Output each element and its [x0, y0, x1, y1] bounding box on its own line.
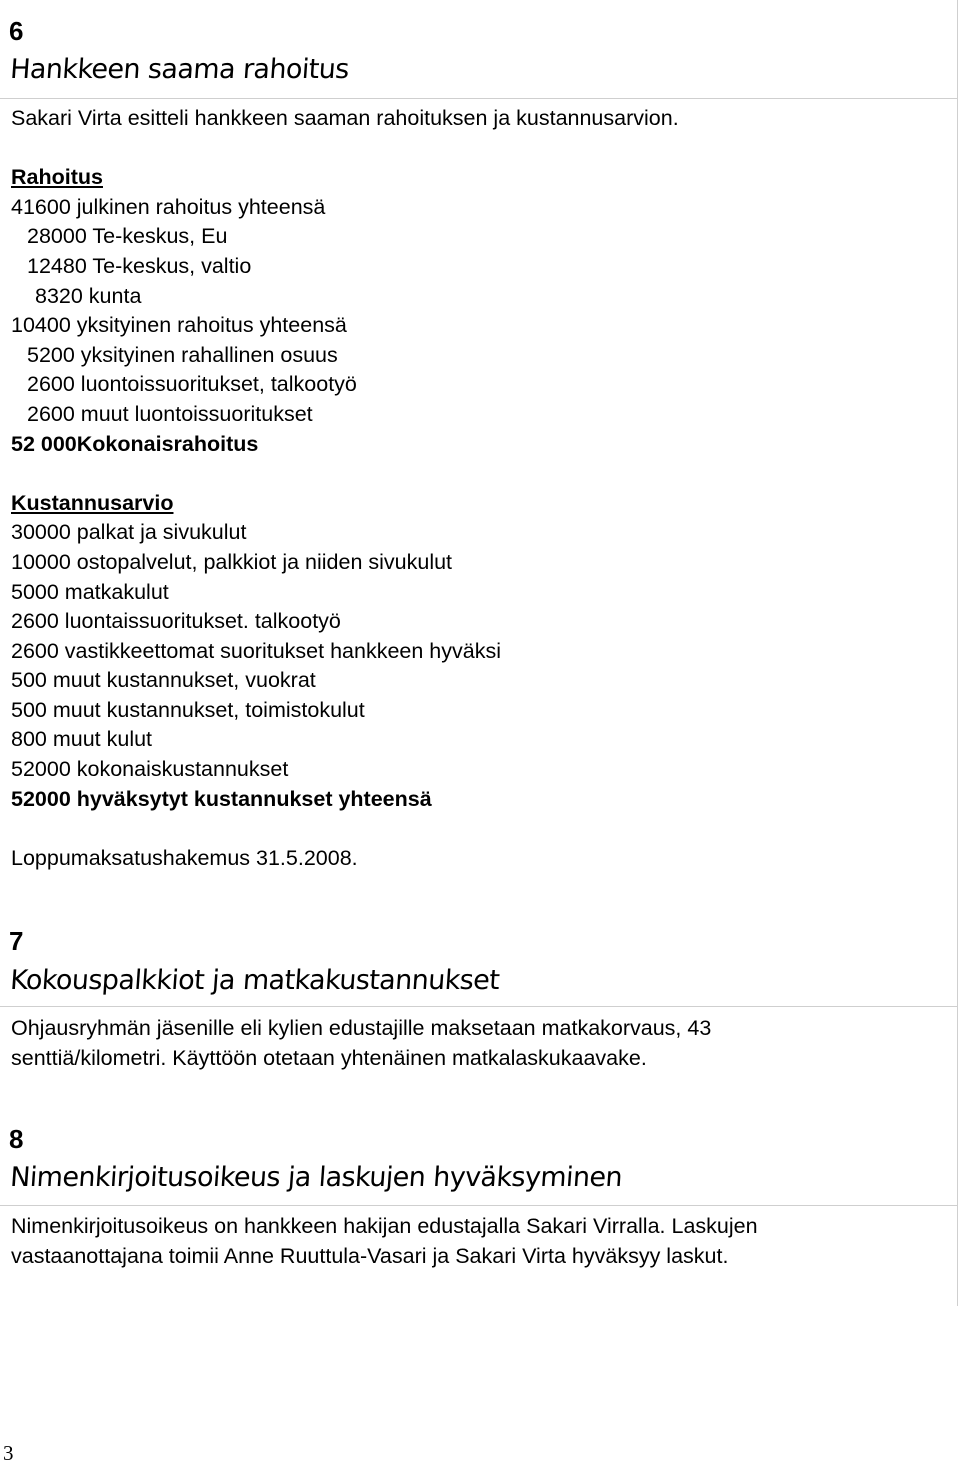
kustannus-line: 5000 matkakulut	[11, 579, 169, 604]
section-title: Nimenkirjoitusoikeus ja laskujen hyväksyminen	[9, 1162, 624, 1193]
page-number: 3	[3, 1441, 14, 1465]
blank-line	[11, 459, 941, 489]
rahoitus-line: 8320 kunta	[35, 283, 142, 308]
body-line: Ohjausryhmän jäsenille eli kylien edustajille maksetaan matkakorvaus, 43	[11, 1016, 712, 1040]
rahoitus-line: 28000 Te-keskus, Eu	[27, 224, 228, 249]
section-title: Hankkeen saama rahoitus	[9, 54, 350, 85]
kustannus-line: 52000 kokonaiskustannukset	[11, 757, 289, 782]
kustannus-line: 2600 luontaissuoritukset. talkootyö	[11, 609, 341, 634]
kustannusarvio-heading: Kustannusarvio	[11, 490, 174, 515]
rahoitus-line: 5200 yksityinen rahallinen osuus	[27, 342, 338, 367]
rahoitus-line: 10400 yksityinen rahoitus yhteensä	[11, 313, 347, 338]
section-6-body	[11, 104, 941, 873]
blank-line	[11, 814, 941, 844]
section-8-divider	[0, 1205, 958, 1206]
kustannus-line: 800 muut kulut	[11, 727, 153, 752]
rahoitus-line: 12480 Te-keskus, valtio	[27, 253, 252, 278]
rahoitus-line: 2600 muut luontoissuoritukset	[27, 401, 313, 426]
closing-text: Loppumaksatushakemus 31.5.2008.	[11, 845, 358, 870]
kustannus-line: 2600 vastikkeettomat suoritukset hankkeen hyväksi	[11, 638, 501, 663]
section-number: 6	[9, 16, 24, 46]
section-7-divider	[0, 1006, 958, 1007]
table-right-border	[957, 0, 958, 1306]
rahoitus-line: 2600 luontoissuoritukset, talkootyö	[27, 372, 357, 397]
section-title: Kokouspalkkiot ja matkakustannukset	[9, 965, 501, 996]
rahoitus-total: 52 000Kokonaisrahoitus	[11, 431, 259, 456]
kustannus-line: 30000 palkat ja sivukulut	[11, 520, 247, 545]
blank-line	[11, 134, 941, 164]
section-8-body	[11, 1212, 941, 1271]
section-7-body	[11, 1014, 941, 1073]
section-number: 8	[9, 1124, 24, 1154]
body-line: vastaanottajana toimii Anne Ruuttula-Vasari ja Sakari Virta hyväksyy laskut.	[11, 1243, 729, 1268]
body-line: senttiä/kilometri. Käyttöön otetaan yhtenäinen matkalaskukaavake.	[11, 1045, 647, 1070]
kustannus-line: 500 muut kustannukset, vuokrat	[11, 668, 316, 693]
rahoitus-heading: Rahoitus	[11, 165, 103, 190]
section-number: 7	[9, 926, 24, 956]
intro-text: Sakari Virta esitteli hankkeen saaman rahoituksen ja kustannusarvion.	[11, 106, 679, 130]
rahoitus-line: 41600 julkinen rahoitus yhteensä	[11, 194, 326, 219]
section-6-divider	[0, 98, 958, 99]
kustannus-line: 10000 ostopalvelut, palkkiot ja niiden sivukulut	[11, 549, 453, 574]
body-line: Nimenkirjoitusoikeus on hankkeen hakijan edustajalla Sakari Virralla. Laskujen	[11, 1214, 758, 1238]
kustannus-line: 500 muut kustannukset, toimistokulut	[11, 697, 365, 722]
kustannus-total: 52000 hyväksytyt kustannukset yhteensä	[11, 786, 432, 811]
